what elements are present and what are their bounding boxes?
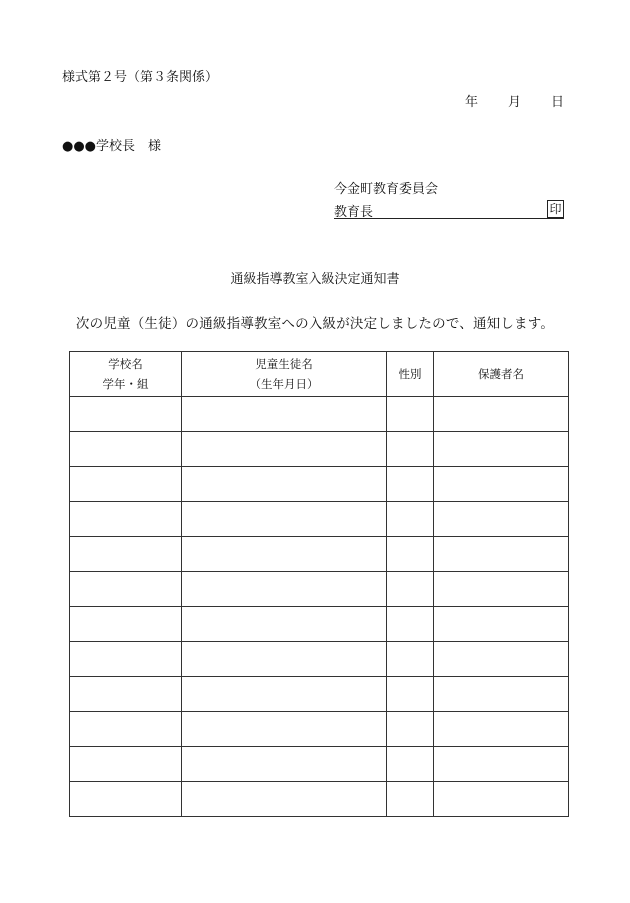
table-row [70,712,569,747]
table-row [70,467,569,502]
date-line [465,91,564,110]
cell-school-grade[interactable] [70,467,182,502]
cell-guardian-name[interactable] [434,642,569,677]
cell-guardian-name[interactable] [434,432,569,467]
cell-guardian-name[interactable] [434,572,569,607]
cell-gender[interactable] [387,537,434,572]
table-row [70,397,569,432]
cell-guardian-name[interactable] [434,537,569,572]
table-row [70,572,569,607]
table-row [70,782,569,817]
cell-student-name[interactable] [182,432,387,467]
cell-student-name[interactable] [182,642,387,677]
cell-guardian-name[interactable] [434,712,569,747]
cell-school-grade[interactable] [70,607,182,642]
cell-gender[interactable] [387,747,434,782]
cell-guardian-name[interactable] [434,397,569,432]
cell-school-grade[interactable] [70,642,182,677]
column-header-guardian [434,352,569,397]
table-row [70,607,569,642]
table-row [70,537,569,572]
cell-school-grade[interactable] [70,502,182,537]
cell-gender[interactable] [387,642,434,677]
column-header-school-name: 学校名 [108,357,143,371]
cell-school-grade[interactable] [70,782,182,817]
sender-organization: 今金町教育委員会 [334,182,439,197]
date-month-label: 月 [507,95,521,110]
cell-guardian-name[interactable] [434,467,569,502]
intro-text: 次の児童（生徒）の通級指導教室への入級が決定しましたので、通知します。 [75,316,555,332]
document-title: 通級指導教室入級決定通知書 [230,272,400,287]
cell-school-grade[interactable] [70,677,182,712]
cell-gender[interactable] [387,432,434,467]
cell-gender[interactable] [387,502,434,537]
column-header-guardian-label: 保護者名 [478,367,524,381]
sender-signature-line [334,200,564,219]
sender-title: 教育長 [334,205,374,220]
cell-guardian-name[interactable] [434,502,569,537]
cell-gender[interactable] [387,572,434,607]
cell-gender[interactable] [387,607,434,642]
seal-box: 印 [547,200,564,218]
cell-gender[interactable] [387,677,434,712]
table-header-row [70,352,569,397]
date-year-label: 年 [464,95,478,110]
cell-student-name[interactable] [182,467,387,502]
cell-school-grade[interactable] [70,537,182,572]
cell-student-name[interactable] [182,712,387,747]
cell-student-name[interactable] [182,572,387,607]
table-body [70,397,569,817]
column-header-birthdate: （生年月日） [249,377,319,391]
column-header-student [182,352,387,397]
cell-guardian-name[interactable] [434,747,569,782]
cell-gender[interactable] [387,782,434,817]
table-row [70,432,569,467]
table-row [70,642,569,677]
table-header [70,352,569,397]
cell-gender[interactable] [387,397,434,432]
cell-student-name[interactable] [182,502,387,537]
cell-guardian-name[interactable] [434,677,569,712]
column-header-school [70,352,182,397]
cell-guardian-name[interactable] [434,607,569,642]
table-row [70,502,569,537]
column-header-gender-label: 性別 [398,367,422,381]
cell-guardian-name[interactable] [434,782,569,817]
cell-student-name[interactable] [182,782,387,817]
cell-student-name[interactable] [182,607,387,642]
column-header-gender [387,352,434,397]
cell-student-name[interactable] [182,397,387,432]
cell-gender[interactable] [387,712,434,747]
cell-school-grade[interactable] [70,397,182,432]
cell-student-name[interactable] [182,747,387,782]
cell-student-name[interactable] [182,537,387,572]
cell-school-grade[interactable] [70,747,182,782]
table-row [70,677,569,712]
cell-school-grade[interactable] [70,712,182,747]
student-table [69,351,569,817]
form-number: 様式第２号（第３条関係） [62,70,219,85]
table-row [70,747,569,782]
column-header-grade-class: 学年・組 [102,377,149,391]
column-header-student-name: 児童生徒名 [255,357,313,371]
cell-student-name[interactable] [182,677,387,712]
cell-school-grade[interactable] [70,572,182,607]
date-day-label: 日 [550,95,564,110]
addressee: ●●●学校長 様 [62,139,162,154]
cell-school-grade[interactable] [70,432,182,467]
cell-gender[interactable] [387,467,434,502]
